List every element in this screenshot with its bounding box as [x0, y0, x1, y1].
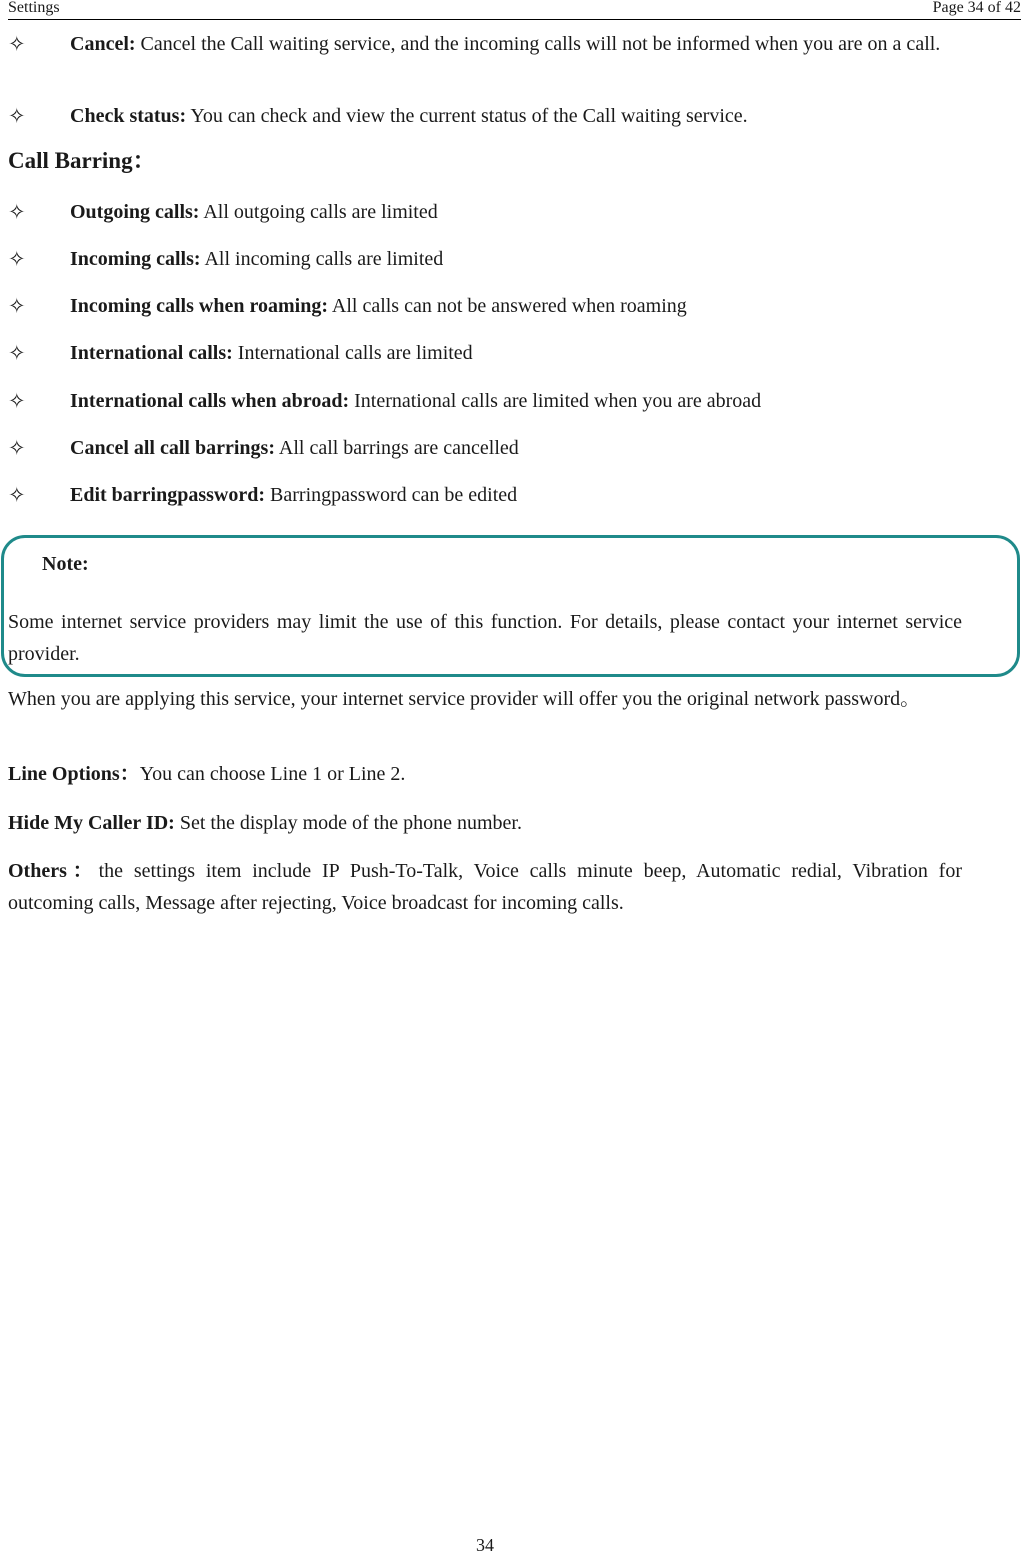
- list-item-desc: All call barrings are cancelled: [274, 437, 519, 459]
- list-item-cancel-barrings: [8, 434, 968, 462]
- list-item-desc: All outgoing calls are limited: [199, 201, 438, 223]
- bullet-icon: ✧: [8, 294, 26, 318]
- bullet-icon: ✧: [8, 483, 26, 507]
- others-paragraph: [8, 855, 962, 919]
- hide-caller-id-desc: Set the display mode of the phone number.: [174, 812, 522, 834]
- list-item-outgoing-calls: [8, 198, 968, 226]
- list-item-content: [70, 198, 968, 226]
- list-item-edit-password: [8, 481, 968, 509]
- hide-caller-id-paragraph: [8, 807, 962, 839]
- list-item-term: International calls when abroad:: [70, 390, 350, 412]
- line-options-desc: You can choose Line 1 or Line 2.: [139, 763, 406, 785]
- list-item-content: [70, 245, 968, 273]
- bullet-icon: ✧: [8, 389, 26, 413]
- list-item-term: Incoming calls when roaming:: [70, 295, 328, 317]
- note-title: Note:: [42, 553, 89, 575]
- list-item-content: [70, 387, 968, 415]
- list-item-content: [70, 339, 968, 367]
- note-text: Some internet service providers may limit the use of this function. For details, please contact your internet service provider.: [8, 611, 962, 665]
- list-item-content: [66, 30, 968, 58]
- list-item-desc: Cancel the Call waiting service, and the incoming calls will not be informed when you are on a call.: [135, 33, 941, 55]
- list-item-cancel: [8, 30, 968, 58]
- section-heading-call-barring: Call Barring：: [8, 148, 156, 173]
- bullet-icon: ✧: [8, 247, 26, 271]
- list-item-term: Incoming calls:: [70, 248, 201, 270]
- others-desc: the settings item include IP Push-To-Talk, Voice calls minute beep, Automatic redial, Vibration for outcoming calls, Message after rejecting, Voice broadcast for incoming calls.: [8, 860, 962, 914]
- bullet-icon: ✧: [8, 341, 26, 365]
- line-options-paragraph: [8, 758, 962, 790]
- list-item-term: Edit barringpassword:: [70, 484, 266, 506]
- list-item-desc: International calls are limited when you are abroad: [349, 390, 762, 412]
- list-item-international-calls: [8, 339, 968, 367]
- list-item-incoming-calls: [8, 245, 968, 273]
- list-item-content: [70, 434, 968, 462]
- hide-caller-id-term: Hide My Caller ID:: [8, 812, 175, 834]
- list-item-incoming-roaming: [8, 292, 968, 320]
- list-item-desc: Barringpassword can be edited: [265, 484, 518, 506]
- list-item-international-abroad: [8, 387, 968, 415]
- list-item-term: Check status:: [70, 105, 187, 127]
- list-item-term: Cancel:: [70, 33, 136, 55]
- list-item-desc: All calls can not be answered when roaming: [327, 295, 687, 317]
- list-item-check-status: [8, 102, 968, 130]
- list-item-desc: All incoming calls are limited: [200, 248, 444, 270]
- list-item-content: [70, 481, 968, 509]
- bullet-icon: ✧: [8, 436, 26, 460]
- bullet-icon: ✧: [8, 32, 26, 56]
- password-paragraph: When you are applying this service, your internet service provider will offer you the original network password。: [8, 688, 921, 710]
- page-header: [8, 0, 1021, 20]
- header-section-title: Settings: [8, 0, 60, 16]
- header-page-indicator: Page 34 of 42: [932, 0, 1021, 16]
- line-options-term: Line Options：: [8, 763, 140, 785]
- others-term: Others：: [8, 860, 99, 882]
- bullet-icon: ✧: [8, 200, 26, 224]
- bullet-icon: ✧: [8, 104, 26, 128]
- list-item-term: International calls:: [70, 342, 233, 364]
- list-item-content: [70, 102, 968, 130]
- list-item-term: Outgoing calls:: [70, 201, 200, 223]
- list-item-content: [70, 292, 968, 320]
- list-item-desc: You can check and view the current status of the Call waiting service.: [186, 105, 748, 127]
- list-item-desc: International calls are limited: [232, 342, 473, 364]
- list-item-term: Cancel all call barrings:: [70, 437, 275, 459]
- page-number: 34: [476, 1535, 494, 1555]
